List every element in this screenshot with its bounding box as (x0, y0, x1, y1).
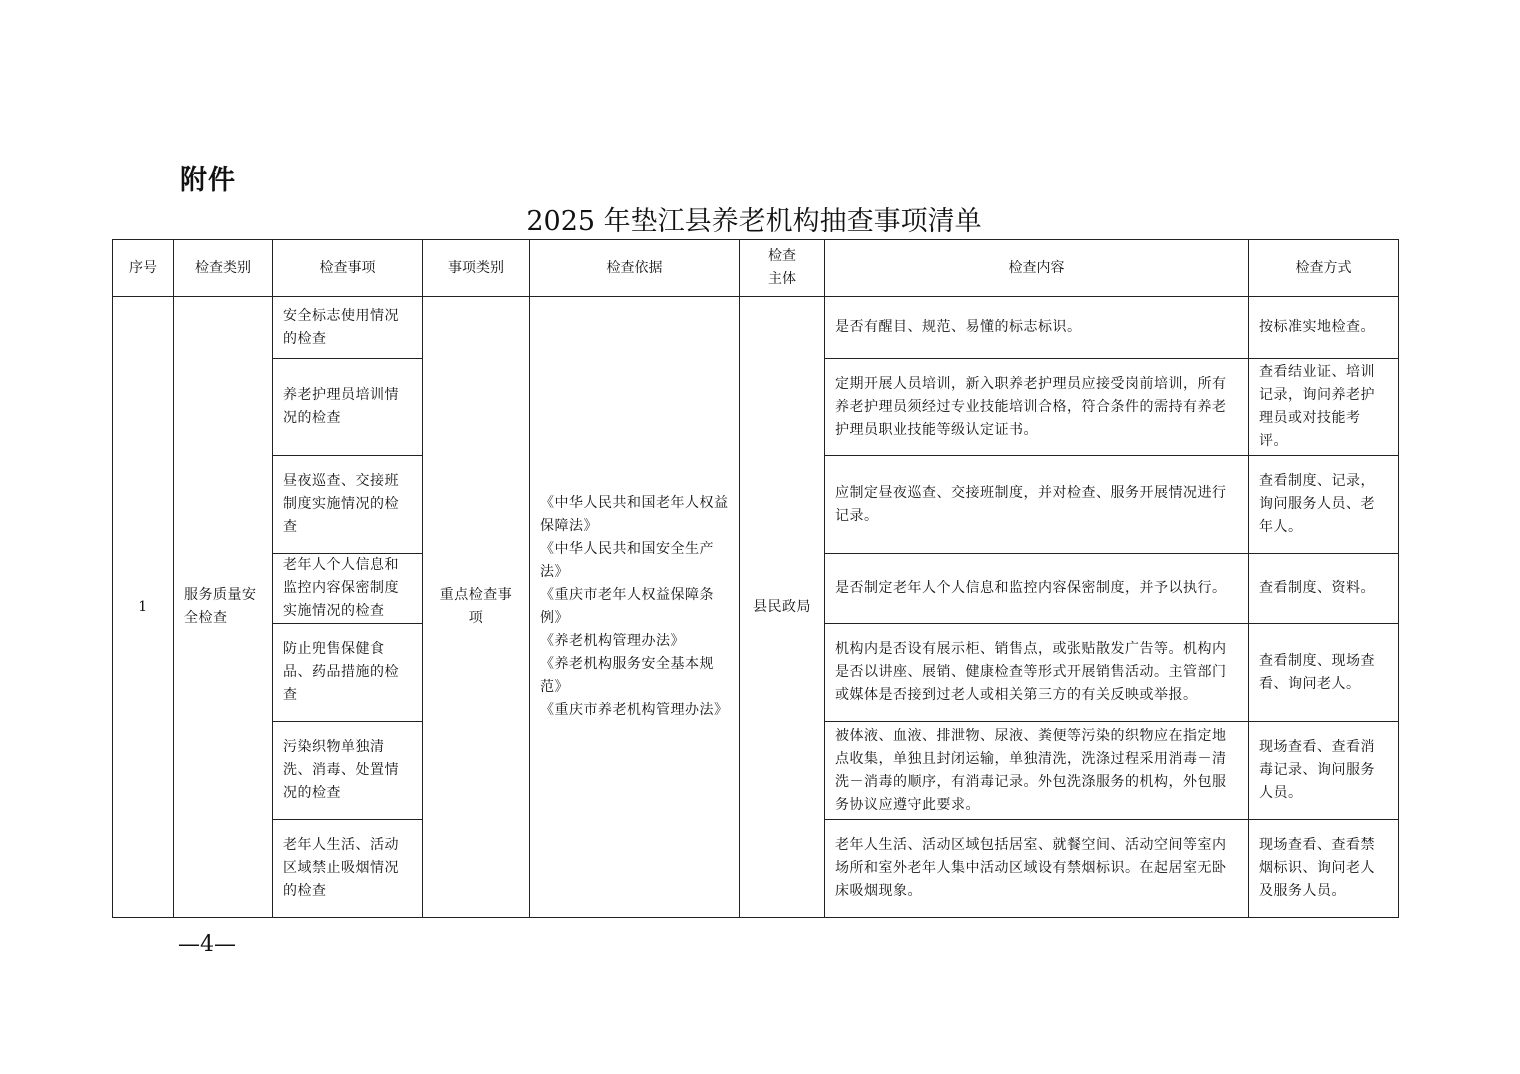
document-title: 2025 年垫江县养老机构抽查事项清单 (526, 206, 982, 237)
method-cell: 按标准实地检查。 (1249, 297, 1399, 359)
subject-cell: 县民政局 (740, 297, 825, 918)
item-cell: 养老护理员培训情况的检查 (273, 359, 423, 456)
header-item-type: 事项类别 (423, 240, 530, 297)
method-cell: 查看制度、现场查看、询问老人。 (1249, 624, 1399, 722)
inspection-checklist-table (112, 239, 1399, 918)
method-cell: 现场查看、查看消毒记录、询问服务人员。 (1249, 722, 1399, 820)
content-cell: 是否有醒目、规范、易懂的标志标识。 (825, 297, 1249, 359)
header-content: 检查内容 (825, 240, 1249, 297)
header-item: 检查事项 (273, 240, 423, 297)
method-cell: 现场查看、查看禁烟标识、询问老人及服务人员。 (1249, 820, 1399, 918)
header-subject: 检查 主体 (740, 240, 825, 297)
item-type-cell: 重点检查事项 (423, 297, 530, 918)
category-cell: 服务质量安全检查 (174, 297, 273, 918)
table-row (113, 297, 1399, 359)
method-cell: 查看制度、资料。 (1249, 554, 1399, 624)
method-cell: 查看制度、记录，询问服务人员、老年人。 (1249, 456, 1399, 554)
content-cell: 老年人生活、活动区域包括居室、就餐空间、活动空间等室内场所和室外老年人集中活动区域设有禁烟标识。在起居室无卧床吸烟现象。 (825, 820, 1249, 918)
header-basis: 检查依据 (530, 240, 740, 297)
table-header-row (113, 240, 1399, 297)
item-cell: 昼夜巡查、交接班制度实施情况的检查 (273, 456, 423, 554)
content-cell: 是否制定老年人个人信息和监控内容保密制度，并予以执行。 (825, 554, 1249, 624)
item-cell: 老年人个人信息和监控内容保密制度实施情况的检查 (273, 554, 423, 624)
page-number: —4— (178, 932, 236, 957)
header-category: 检查类别 (174, 240, 273, 297)
serial-cell: 1 (113, 297, 174, 918)
item-cell: 污染织物单独清洗、消毒、处置情况的检查 (273, 722, 423, 820)
item-cell: 安全标志使用情况的检查 (273, 297, 423, 359)
content-cell: 应制定昼夜巡查、交接班制度，并对检查、服务开展情况进行记录。 (825, 456, 1249, 554)
item-cell: 老年人生活、活动区域禁止吸烟情况的检查 (273, 820, 423, 918)
attachment-label: 附件 (180, 165, 236, 196)
content-cell: 机构内是否设有展示柜、销售点，或张贴散发广告等。机构内是否以讲座、展销、健康检查等形式开展销售活动。主管部门或媒体是否接到过老人或相关第三方的有关反映或举报。 (825, 624, 1249, 722)
method-cell: 查看结业证、培训记录，询问养老护理员或对技能考评。 (1249, 359, 1399, 456)
item-cell: 防止兜售保健食品、药品措施的检查 (273, 624, 423, 722)
header-method: 检查方式 (1249, 240, 1399, 297)
basis-cell: 《中华人民共和国老年人权益保障法》 《中华人民共和国安全生产法》 《重庆市老年人权益保障条例》 《养老机构管理办法》 《养老机构服务安全基本规范》 《重庆市养老机构管理办法》 (530, 297, 740, 918)
header-serial: 序号 (113, 240, 174, 297)
content-cell: 被体液、血液、排泄物、尿液、粪便等污染的织物应在指定地点收集，单独且封闭运输，单独清洗，洗涤过程采用消毒－清洗－消毒的顺序，有消毒记录。外包洗涤服务的机构，外包服务协议应遵守此要求。 (825, 722, 1249, 820)
content-cell: 定期开展人员培训，新入职养老护理员应接受岗前培训，所有养老护理员须经过专业技能培训合格，符合条件的需持有养老护理员职业技能等级认定证书。 (825, 359, 1249, 456)
